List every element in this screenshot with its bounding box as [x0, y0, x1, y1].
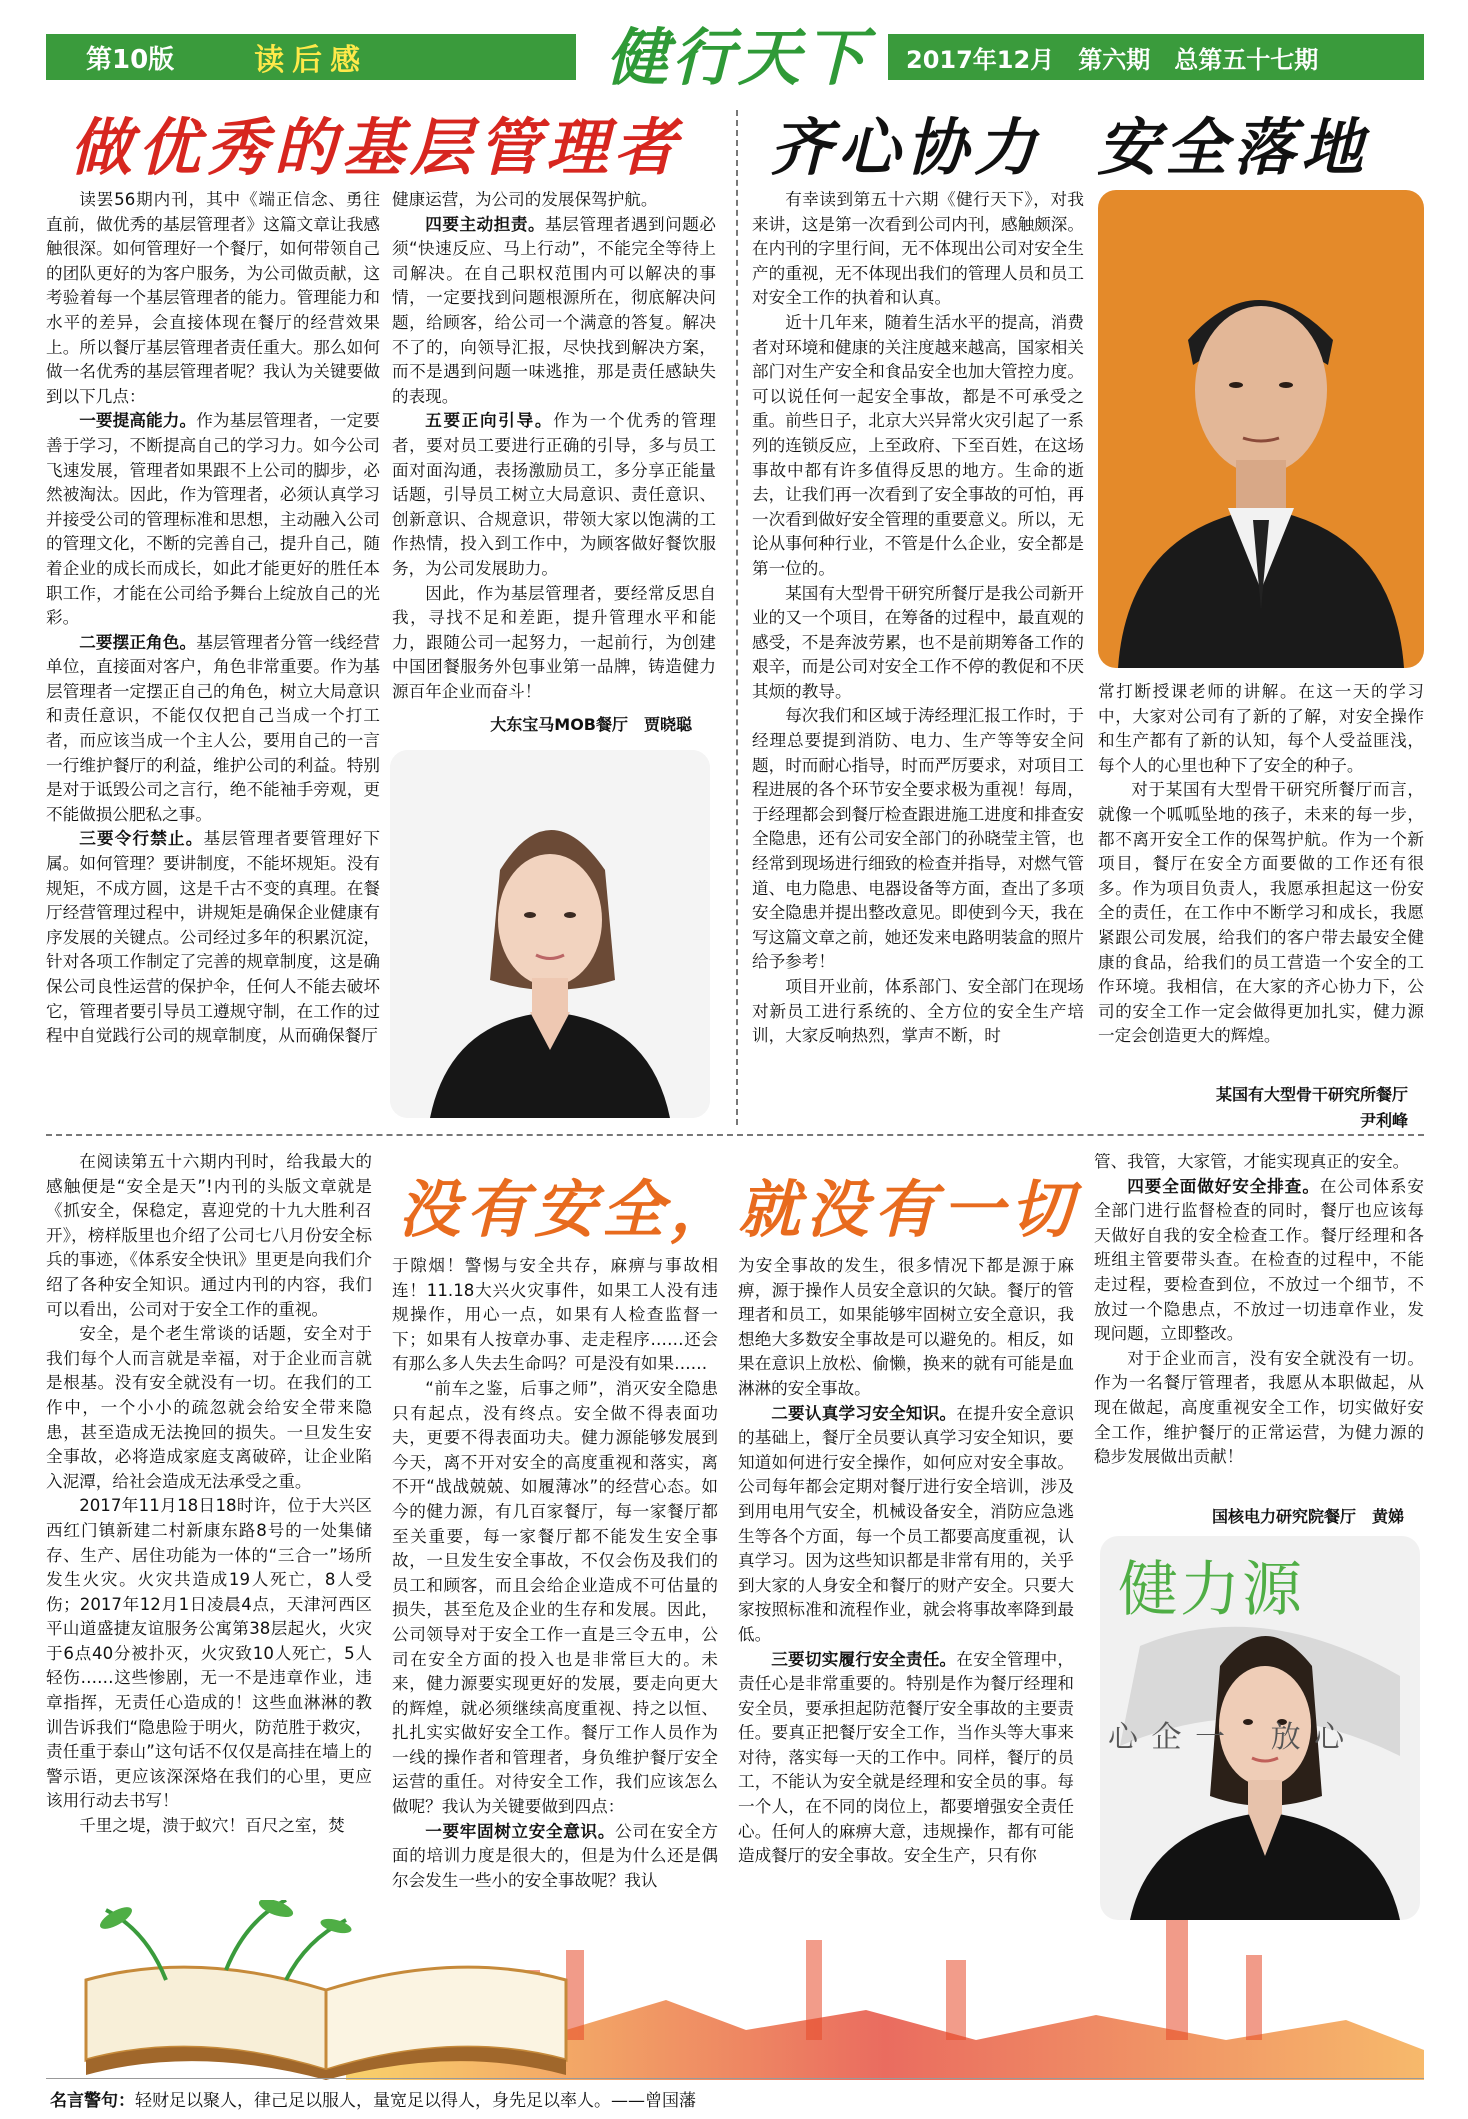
paragraph-lead: 四要全面做好安全排查。: [1127, 1176, 1320, 1196]
article2-col2: [1098, 680, 1424, 1080]
paragraph: 四要全面做好安全排查。在公司体系安全部门进行监督检查的同时，餐厅也应该每天做好自我的安全检查工作。餐厅经理和各班组主管要带头查。在检查的过程中，不能走过程，要检查到位，不放过一个细节，不放过一个隐患点，不放过一切违章作业，发现问题，立即整改。: [1094, 1176, 1424, 1344]
paragraph: 健康运营，为公司的发展保驾护航。: [392, 190, 658, 209]
paragraph-lead: 三要切实履行安全责任。: [771, 1649, 957, 1669]
paragraph: 安全，是个老生常谈的话题，安全对于我们每个人而言就是幸福，对于企业而言就是根基。没有安全就没有一切。在我们的工作中，一个小小的疏忽就会给安全带来隐患，甚至造成无法挽回的损失。一旦发生安全事故，必将造成家庭支离破碎，让企业陷入泥潭，给社会造成无法承受之重。: [46, 1324, 372, 1491]
article1-title: 做优秀的基层管理者: [70, 111, 683, 184]
paragraph: “前车之鉴，后事之师”，消灭安全隐患只有起点，没有终点。安全做不得表面功夫，更要不得表面功夫。健力源能够发展到今天，离不开对安全的高度重视和落实，离不开“战战兢兢、如履薄冰”的经营心态。如今的健力源，有几百家餐厅，每一家餐厅都至关重要，每一家餐厅都不能发生安全事故，一旦发生安全事故，不仅会伤及我们的员工和顾客，而且会给企业造成不可估量的损失，甚至危及企业的生存和发展。因此，公司领导对于安全工作一直是三令五申，公司在安全方面的投入也是非常巨大的。未来，健力源要实现更好的发展，要走向更大的辉煌，就必须继续高度重视、持之以恒、扎扎实实做好安全工作。餐厅工作人员作为一线的操作者和管理者，身负维护餐厅安全运营的重任。对待安全工作，我们应该怎么做呢？我认为关键要做到四点：: [392, 1378, 718, 1817]
paragraph: 读罢56期内刊，其中《端正信念、勇往直前，做优秀的基层管理者》这篇文章让我感触很深。如何管理好一个餐厅，如何带领自己的团队更好的为客户服务，为公司做贡献，这考验着每一个基层管理者的能力。管理能力和水平的差异，会直接体现在餐厅的经营效果上。所以餐厅基层管理者责任重大。那么如何做一名优秀的基层管理者呢？我认为关键要做到以下几点：: [46, 190, 380, 406]
paragraph: 五要正向引导。作为一个优秀的管理者，要对员工要进行正确的引导，多与员工面对面沟通，表扬激励员工，多分享正能量话题，引导员工树立大局意识、责任意识、创新意识、合规意识，带领大家以饱满的工作热情，投入到工作中，为顾客做好餐饮服务，为公司发展助力。: [392, 411, 716, 578]
article1-col2: [392, 188, 716, 718]
paragraph: 管、我管，大家管，才能实现真正的安全。: [1094, 1152, 1410, 1171]
article1-signature: 大东宝马MOB餐厅 贾晓聪: [490, 715, 692, 734]
page-number: 第10版: [86, 44, 175, 75]
paragraph-lead: 二要认真学习安全知识。: [771, 1403, 957, 1423]
paragraph: 为安全事故的发生，很多情况下都是源于麻痹，源于操作人员安全意识的欠缺。餐厅的管理者和员工，如果能够牢固树立安全意识，我想绝大多数安全事故是可以避免的。相反，如果在意识上放松、偷懒，换来的就有可能是血淋淋的安全事故。: [738, 1256, 1074, 1398]
wall-slogan-text: 心 企 一 放 心: [1108, 1720, 1347, 1755]
paragraph: 对于企业而言，没有安全就没有一切。作为一名餐厅管理者，我愿从本职做起，从现在做起，高度重视安全工作，切实做好安全工作，维护餐厅的正常运营，为健力源的稳步发展做出贡献！: [1094, 1348, 1424, 1467]
article3-col3: [738, 1254, 1074, 1934]
paragraph: 一要牢固树立安全意识。公司在安全方面的培训力度是很大的，但是为什么还是偶尔会发生一些小的安全事故呢？我认: [392, 1821, 718, 1890]
footer-quote: [50, 2086, 1420, 2111]
article2-title: 齐心协力 安全落地: [770, 111, 1370, 184]
paragraph: 二要摆正角色。基层管理者分管一线经营单位，直接面对客户，角色非常重要。作为基层管理者一定摆正自己的角色，树立大局意识和责任意识，不能仅仅把自己当成一个打工者，而应该当成一个主人公，要用自己的一言一行维护餐厅的利益，维护公司的利益。特别是对于诋毁公司之言行，绝不能袖手旁观，更不能做损公肥私之事。: [46, 632, 380, 824]
paragraph: 对于某国有大型骨干研究所餐厅而言，就像一个呱呱坠地的孩子，未来的每一步，都不离开安全工作的保驾护航。作为一个新项目，餐厅在安全方面要做的工作还有很多。作为项目负责人，我愿承担起这一份安全的责任，在工作中不断学习和成长，我愿紧跟公司发展，给我们的客户带去最安全健康的食品，给我们的员工营造一个安全的工作环境。我相信，在大家的齐心协力下，公司的安全工作一定会做得更加扎实，健力源一定会创造更大的辉煌。: [1098, 780, 1424, 1046]
paragraph-lead: 三要令行禁止。: [79, 829, 204, 849]
decorative-book-illustration: [46, 1900, 1424, 2080]
paragraph-lead: 四要主动担责。: [425, 214, 546, 234]
article3-signature: 国核电力研究院餐厅 黄娣: [1211, 1507, 1404, 1526]
article3-title: 没有安全，就没有一切: [398, 1173, 1079, 1246]
issue-info: 2017年12月 第六期 总第五十七期: [906, 45, 1319, 74]
article1-col1: [46, 188, 380, 1128]
footer-label: 名言警句：: [50, 2091, 135, 2111]
section-divider: [46, 1134, 1424, 1136]
footer-text: 轻财足以聚人，律己足以服人，量宽足以得人，身先足以率人。——曾国藩: [135, 2091, 696, 2111]
paragraph-lead: 一要提高能力。: [79, 411, 197, 431]
article3-col1: [46, 1150, 372, 1920]
paragraph: 四要主动担责。基层管理者遇到问题必须“快速反应、马上行动”，不能完全等待上司解决。在自己职权范围内可以解决的事情，一定要找到问题根源所在，彻底解决问题，给顾客，给公司一个满意的答复。解决不了的，向领导汇报，尽快找到解决方案，而不是遇到问题一味逃推，那是责任感缺失的表现。: [392, 214, 716, 406]
section-title: 读后感: [254, 43, 369, 78]
paragraph: 2017年11月18日18时许，位于大兴区西红门镇新建二村新康东路8号的一处集储存、生产、居住功能为一体的“三合一”场所发生火灾。火灾共造成19人死亡，8人受伤；2017年12月1日凌晨4点，天津河西区平山道盛捷友谊服务公寓第38层起火，火灾于6点40分被扑灭，火灾致10人死亡，5人轻伤……这些惨剧，无一不是违章作业，违章指挥，无责任心造成的！这些血淋淋的教训告诉我们“隐患险于明火，防范胜于救灾，责任重于泰山”这句话不仅仅是高挂在墙上的警示语，更应该深深烙在我们的心里，更应该用行动去书写！: [46, 1496, 372, 1811]
footer-rule: [46, 2078, 1424, 2079]
paragraph: 于隙烟！警惕与安全共存，麻痹与事故相连！11.18大兴火灾事件，如果工人没有违规操作，用心一点，如果有人检查监督一下；如果有人按章办事、走走程序……还会有那么多人失去生命吗？可是没有如果……: [392, 1256, 718, 1374]
paragraph: 某国有大型骨干研究所餐厅是我公司新开业的又一个项目，在筹备的过程中，最直观的感受，不是奔波劳累，也不是前期筹备工作的艰辛，而是公司对安全工作不停的教促和不厌其烦的教导。: [752, 583, 1084, 701]
article2-signature-unit: 某国有大型骨干研究所餐厅: [1215, 1085, 1408, 1104]
paragraph: 项目开业前，体系部门、安全部门在现场对新员工进行系统的、全方位的安全生产培训，大家反响热烈，掌声不断，时: [752, 977, 1084, 1046]
paragraph: 近十几年来，随着生活水平的提高，消费者对环境和健康的关注度越来越高，国家相关部门对生产安全和食品安全也加大管控力度。可以说任何一起安全事故，都是不可承受之重。前些日子，北京大兴异常火灾引起了一系列的连锁反应，上至政府、下至百姓，在这场事故中都有许多值得反思的地方。生命的逝去，让我们再一次看到了安全事故的可怕，再一次看到做好安全管理的重要意义。所以，无论从事何种行业，不管是什么企业，安全都是第一位的。: [752, 312, 1084, 578]
paragraph: 在阅读第五十六期内刊时，给我最大的感触便是“安全是天”!内刊的头版文章就是《抓安全，保稳定，喜迎党的十九大胜利召开》，榜样版里也介绍了公司七八月份安全标兵的事迹，《体系安全快讯》里更是向我们介绍了各种安全知识。通过内刊的内容，我们可以看出，公司对于安全工作的重视。: [46, 1152, 372, 1319]
article3-col4: [1094, 1150, 1424, 1498]
wall-logo-text: 健力源: [1118, 1555, 1304, 1625]
header-right-bar: [888, 34, 1424, 80]
article2-signature-name: 尹利峰: [1359, 1111, 1408, 1130]
paragraph: 每次我们和区域于涛经理汇报工作时，于经理总要提到消防、电力、生产等等安全问题，时而耐心指导，时而严厉要求，对项目工程进展的各个环节安全要求极为重视！每周，于经理都会到餐厅检查跟进施工进度和排查安全隐患，还有公司安全部门的孙晓莹主管，也经常到现场进行细致的检查并指导，对燃气管道、电力隐患、电器设备等方面，查出了多项安全隐患并提出整改意见。即使到今天，我在写这篇文章之前，她还发来电路明装盒的照片给予参考！: [752, 706, 1084, 972]
author-photo-huang: [1100, 1536, 1420, 1920]
paragraph: 因此，作为基层管理者，要经常反思自我，寻找不足和差距，提升管理水平和能力，跟随公司一起努力，一起前行，为创建中国团餐服务外包事业第一品牌，铸造健力源百年企业而奋斗！: [392, 583, 716, 701]
paragraph: 千里之堤，溃于蚁穴！百尺之室，焚: [79, 1816, 345, 1836]
author-photo-yin: [1098, 190, 1424, 668]
author-photo-jia: [390, 750, 710, 1118]
paragraph-lead: 五要正向引导。: [425, 411, 554, 431]
masthead: 健行天下: [605, 21, 870, 94]
paragraph: 一要提高能力。作为基层管理者，一定要善于学习，不断提高自己的学习力。如今公司飞速发展，管理者如果跟不上公司的脚步，必然被淘汰。因此，作为管理者，必须认真学习并接受公司的管理标准和思想，主动融入公司的管理文化，不断的完善自己，提升自己，随着企业的成长而成长，如此才能更好的胜任本职工作，才能在公司给予舞台上绽放自己的光彩。: [46, 411, 380, 628]
paragraph: 三要令行禁止。基层管理者要管理好下属。如何管理？要讲制度，不能坏规矩。没有规矩，不成方圆，这是千古不变的真理。在餐厅经营管理过程中，讲规矩是确保企业健康有序发展的关键点。公司经过多年的积累沉淀，针对各项工作制定了完善的规章制度，这是确保公司良性运营的保护伞，任何人不能去破坏它，管理者要引导员工遵规守制，在工作的过程中自觉践行公司的规章制度，从而确保餐厅: [46, 829, 380, 1046]
paragraph: 常打断授课老师的讲解。在这一天的学习中，大家对公司有了新的了解，对安全操作和生产都有了新的认知，每个人受益匪浅，每个人的心里也种下了安全的种子。: [1098, 682, 1424, 775]
article2-col1: [752, 188, 1084, 1128]
paragraph: 二要认真学习安全知识。在提升安全意识的基础上，餐厅全员要认真学习安全知识，要知道如何进行安全操作，如何应对安全事故。公司每年都会定期对餐厅进行安全培训，涉及到用电用气安全，机械设备安全，消防应急逃生等各个方面，每一个员工都要高度重视，认真学习。因为这些知识都是非常有用的，关乎到大家的人身安全和餐厅的财产安全。只要大家按照标准和流程作业，就会将事故率降到最低。: [738, 1403, 1074, 1644]
column-divider: [736, 110, 738, 1125]
paragraph-lead: 一要牢固树立安全意识。: [425, 1821, 616, 1841]
paragraph-lead: 二要摆正角色。: [79, 632, 197, 652]
article3-col2: [392, 1254, 718, 1960]
header-left-bar: [46, 34, 576, 80]
paragraph: 三要切实履行安全责任。在安全管理中，责任心是非常重要的。特别是作为餐厅经理和安全员，要承担起防范餐厅安全事故的主要责任。要真正把餐厅安全工作，当作头等大事来对待，落实每一天的工作中。同样，餐厅的员工，不能认为安全就是经理和安全员的事。每一个人，在不同的岗位上，都要增强安全责任心。任何人的麻痹大意，违规操作，都有可能造成餐厅的安全事故。安全生产，只有你: [738, 1649, 1074, 1866]
paragraph: 有幸读到第五十六期《健行天下》，对我来讲，这是第一次看到公司内刊，感触颇深。在内刊的字里行间，无不体现出公司对安全生产的重视，无不体现出我们的管理人员和员工对安全工作的执着和认真。: [752, 190, 1084, 308]
